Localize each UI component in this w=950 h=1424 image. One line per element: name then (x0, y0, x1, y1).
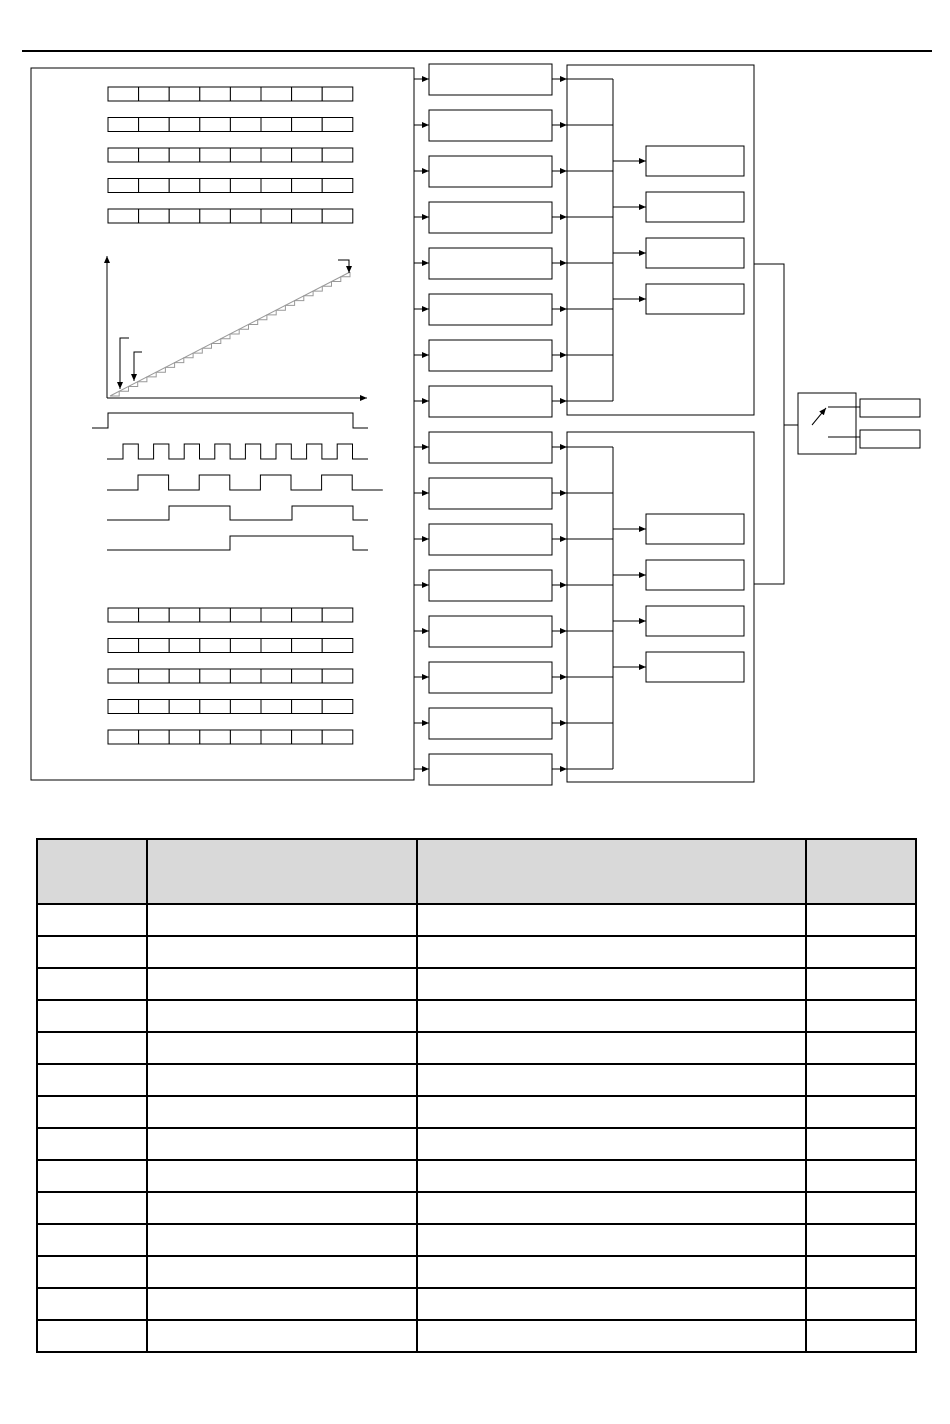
register-cell (139, 669, 170, 683)
group-output-box (646, 146, 744, 176)
register-cell (139, 148, 170, 162)
register-cell (139, 209, 170, 223)
register-cell (108, 87, 139, 101)
register-cell (169, 148, 200, 162)
register-cell (139, 700, 170, 714)
channel-box (429, 294, 552, 325)
register-cell (322, 639, 353, 653)
channel-box (429, 432, 552, 463)
table-cell (37, 968, 147, 1000)
table-cell (37, 1256, 147, 1288)
table-cell (147, 1064, 417, 1096)
channel-box (429, 248, 552, 279)
channel-box (429, 156, 552, 187)
table-header-cell (37, 839, 147, 904)
table-cell (147, 1288, 417, 1320)
table-header-cell (147, 839, 417, 904)
register-cell (108, 209, 139, 223)
table-cell (37, 1032, 147, 1064)
register-cell (322, 118, 353, 132)
table-cell (806, 1224, 916, 1256)
table-cell (806, 1256, 916, 1288)
bottom-register-row (108, 639, 353, 653)
table-cell (417, 1064, 806, 1096)
table-row (37, 968, 916, 1000)
table-cell (417, 1096, 806, 1128)
table-row (37, 904, 916, 936)
register-cell (230, 209, 261, 223)
register-cell (108, 148, 139, 162)
register-cell (322, 148, 353, 162)
output-selector (754, 264, 920, 584)
register-cell (169, 730, 200, 744)
table-cell (37, 1224, 147, 1256)
register-cell (230, 639, 261, 653)
register-cell (108, 118, 139, 132)
register-cell (261, 639, 292, 653)
table-cell (806, 1160, 916, 1192)
table-header-cell (806, 839, 916, 904)
register-cell (169, 700, 200, 714)
selector-output-box-1 (860, 399, 920, 417)
register-cell (292, 148, 323, 162)
table-cell (417, 1192, 806, 1224)
table-cell (37, 1160, 147, 1192)
register-cell (292, 700, 323, 714)
register-cell (230, 730, 261, 744)
channel-box (429, 478, 552, 509)
table-row (37, 1192, 916, 1224)
group-1 (567, 65, 754, 415)
register-cell (139, 179, 170, 193)
table-row (37, 1288, 916, 1320)
channel-block (414, 708, 567, 739)
register-cell (322, 700, 353, 714)
channel-block (414, 202, 567, 233)
table-cell (147, 968, 417, 1000)
register-cell (108, 179, 139, 193)
table-header-cell (417, 839, 806, 904)
channel-box (429, 386, 552, 417)
register-cell (108, 700, 139, 714)
table-cell (806, 936, 916, 968)
group-output-box (646, 606, 744, 636)
table-row (37, 1064, 916, 1096)
table-row (37, 1000, 916, 1032)
channel-box (429, 570, 552, 601)
channel-block (414, 478, 567, 509)
channel-block (414, 524, 567, 555)
table-row (37, 1224, 916, 1256)
channel-box (429, 110, 552, 141)
table-cell (806, 1288, 916, 1320)
register-cell (322, 608, 353, 622)
table-row (37, 936, 916, 968)
top-register-row (108, 179, 353, 193)
table-cell (417, 1256, 806, 1288)
register-cell (139, 118, 170, 132)
register-cell (139, 608, 170, 622)
register-cell (261, 87, 292, 101)
table-cell (417, 1000, 806, 1032)
top-register-row (108, 209, 353, 223)
table-cell (147, 1256, 417, 1288)
table-row (37, 1160, 916, 1192)
table-row (37, 1256, 916, 1288)
register-cell (200, 209, 231, 223)
table-cell (37, 904, 147, 936)
top-register-row (108, 87, 353, 101)
register-cell (292, 179, 323, 193)
table-cell (147, 1096, 417, 1128)
table-cell (806, 1192, 916, 1224)
register-cell (108, 608, 139, 622)
channel-block (414, 754, 567, 785)
output-groups (567, 65, 754, 782)
register-cell (322, 179, 353, 193)
register-cell (322, 730, 353, 744)
register-cell (292, 87, 323, 101)
register-cell (200, 730, 231, 744)
table-cell (417, 1128, 806, 1160)
table-cell (147, 1192, 417, 1224)
register-cell (169, 669, 200, 683)
table-cell (147, 1160, 417, 1192)
table-cell (147, 1224, 417, 1256)
channel-block (414, 662, 567, 693)
register-cell (230, 148, 261, 162)
register-cell (230, 118, 261, 132)
group-output-box (646, 514, 744, 544)
table-cell (806, 968, 916, 1000)
table-row (37, 1128, 916, 1160)
register-cell (292, 118, 323, 132)
table-cell (417, 1224, 806, 1256)
table-cell (37, 1096, 147, 1128)
table-cell (37, 1288, 147, 1320)
bottom-register-row (108, 730, 353, 744)
register-cell (200, 639, 231, 653)
register-cell (261, 209, 292, 223)
table-cell (806, 1000, 916, 1032)
register-cell (261, 669, 292, 683)
table-row (37, 1320, 916, 1352)
channel-block (414, 340, 567, 371)
table-cell (417, 1320, 806, 1352)
register-cell (108, 639, 139, 653)
table-cell (417, 1032, 806, 1064)
register-cell (230, 179, 261, 193)
channel-box (429, 524, 552, 555)
register-cell (261, 148, 292, 162)
register-cell (230, 87, 261, 101)
channel-box (429, 202, 552, 233)
register-cell (200, 118, 231, 132)
register-cell (108, 730, 139, 744)
table-cell (37, 1064, 147, 1096)
register-cell (139, 639, 170, 653)
table-cell (37, 1000, 147, 1032)
table-cell (806, 1032, 916, 1064)
register-cell (230, 669, 261, 683)
register-cell (169, 608, 200, 622)
register-cell (322, 209, 353, 223)
register-cell (200, 669, 231, 683)
table-cell (147, 1320, 417, 1352)
register-cell (108, 669, 139, 683)
table-cell (37, 1128, 147, 1160)
table-cell (147, 936, 417, 968)
group-2-to-selector (754, 425, 784, 584)
register-cell (200, 179, 231, 193)
channel-block (414, 616, 567, 647)
table-cell (806, 1064, 916, 1096)
group-output-box (646, 560, 744, 590)
register-cell (322, 669, 353, 683)
group-output-box (646, 284, 744, 314)
register-cell (200, 148, 231, 162)
channel-block (414, 156, 567, 187)
register-cell (261, 179, 292, 193)
register-cell (261, 118, 292, 132)
table-row (37, 1096, 916, 1128)
group-output-box (646, 652, 744, 682)
register-cell (169, 209, 200, 223)
channel-block (414, 386, 567, 417)
table-cell (417, 968, 806, 1000)
channel-block (414, 110, 567, 141)
channel-box (429, 340, 552, 371)
table-cell (806, 1128, 916, 1160)
channel-column (414, 64, 567, 785)
register-cell (169, 179, 200, 193)
register-cell (169, 639, 200, 653)
register-cell (292, 608, 323, 622)
register-cell (169, 118, 200, 132)
table-cell (417, 1288, 806, 1320)
table-cell (417, 1160, 806, 1192)
selector-box (798, 393, 856, 454)
channel-box (429, 616, 552, 647)
channel-block (414, 432, 567, 463)
register-cell (292, 669, 323, 683)
register-cell (230, 608, 261, 622)
table-cell (147, 1032, 417, 1064)
top-register-row (108, 118, 353, 132)
table-cell (806, 1096, 916, 1128)
channel-box (429, 64, 552, 95)
selector-output-box-2 (860, 430, 920, 448)
register-cell (139, 730, 170, 744)
register-cell (292, 730, 323, 744)
table-row (37, 1032, 916, 1064)
table-cell (806, 904, 916, 936)
register-cell (169, 87, 200, 101)
table-cell (37, 1320, 147, 1352)
channel-block (414, 570, 567, 601)
table-cell (417, 904, 806, 936)
register-cell (230, 700, 261, 714)
channel-box (429, 754, 552, 785)
group-1-to-selector (754, 264, 784, 425)
table-cell (37, 936, 147, 968)
group-2 (567, 432, 754, 782)
specification-table (36, 838, 917, 1353)
register-cell (292, 639, 323, 653)
table-cell (417, 936, 806, 968)
bottom-register-row (108, 700, 353, 714)
table-cell (806, 1320, 916, 1352)
top-register-row (108, 148, 353, 162)
register-cell (200, 608, 231, 622)
bottom-register-row (108, 608, 353, 622)
register-cell (261, 730, 292, 744)
register-cell (322, 87, 353, 101)
channel-block (414, 248, 567, 279)
channel-box (429, 662, 552, 693)
register-cell (292, 209, 323, 223)
channel-block (414, 64, 567, 95)
register-cell (139, 87, 170, 101)
table-cell (147, 1128, 417, 1160)
register-cell (261, 608, 292, 622)
register-cell (200, 700, 231, 714)
table-cell (37, 1192, 147, 1224)
register-cell (261, 700, 292, 714)
group-output-box (646, 238, 744, 268)
table-cell (147, 1000, 417, 1032)
table-cell (147, 904, 417, 936)
group-output-box (646, 192, 744, 222)
bottom-register-row (108, 669, 353, 683)
register-cell (200, 87, 231, 101)
channel-box (429, 708, 552, 739)
table-header-row (37, 839, 916, 904)
channel-block (414, 294, 567, 325)
